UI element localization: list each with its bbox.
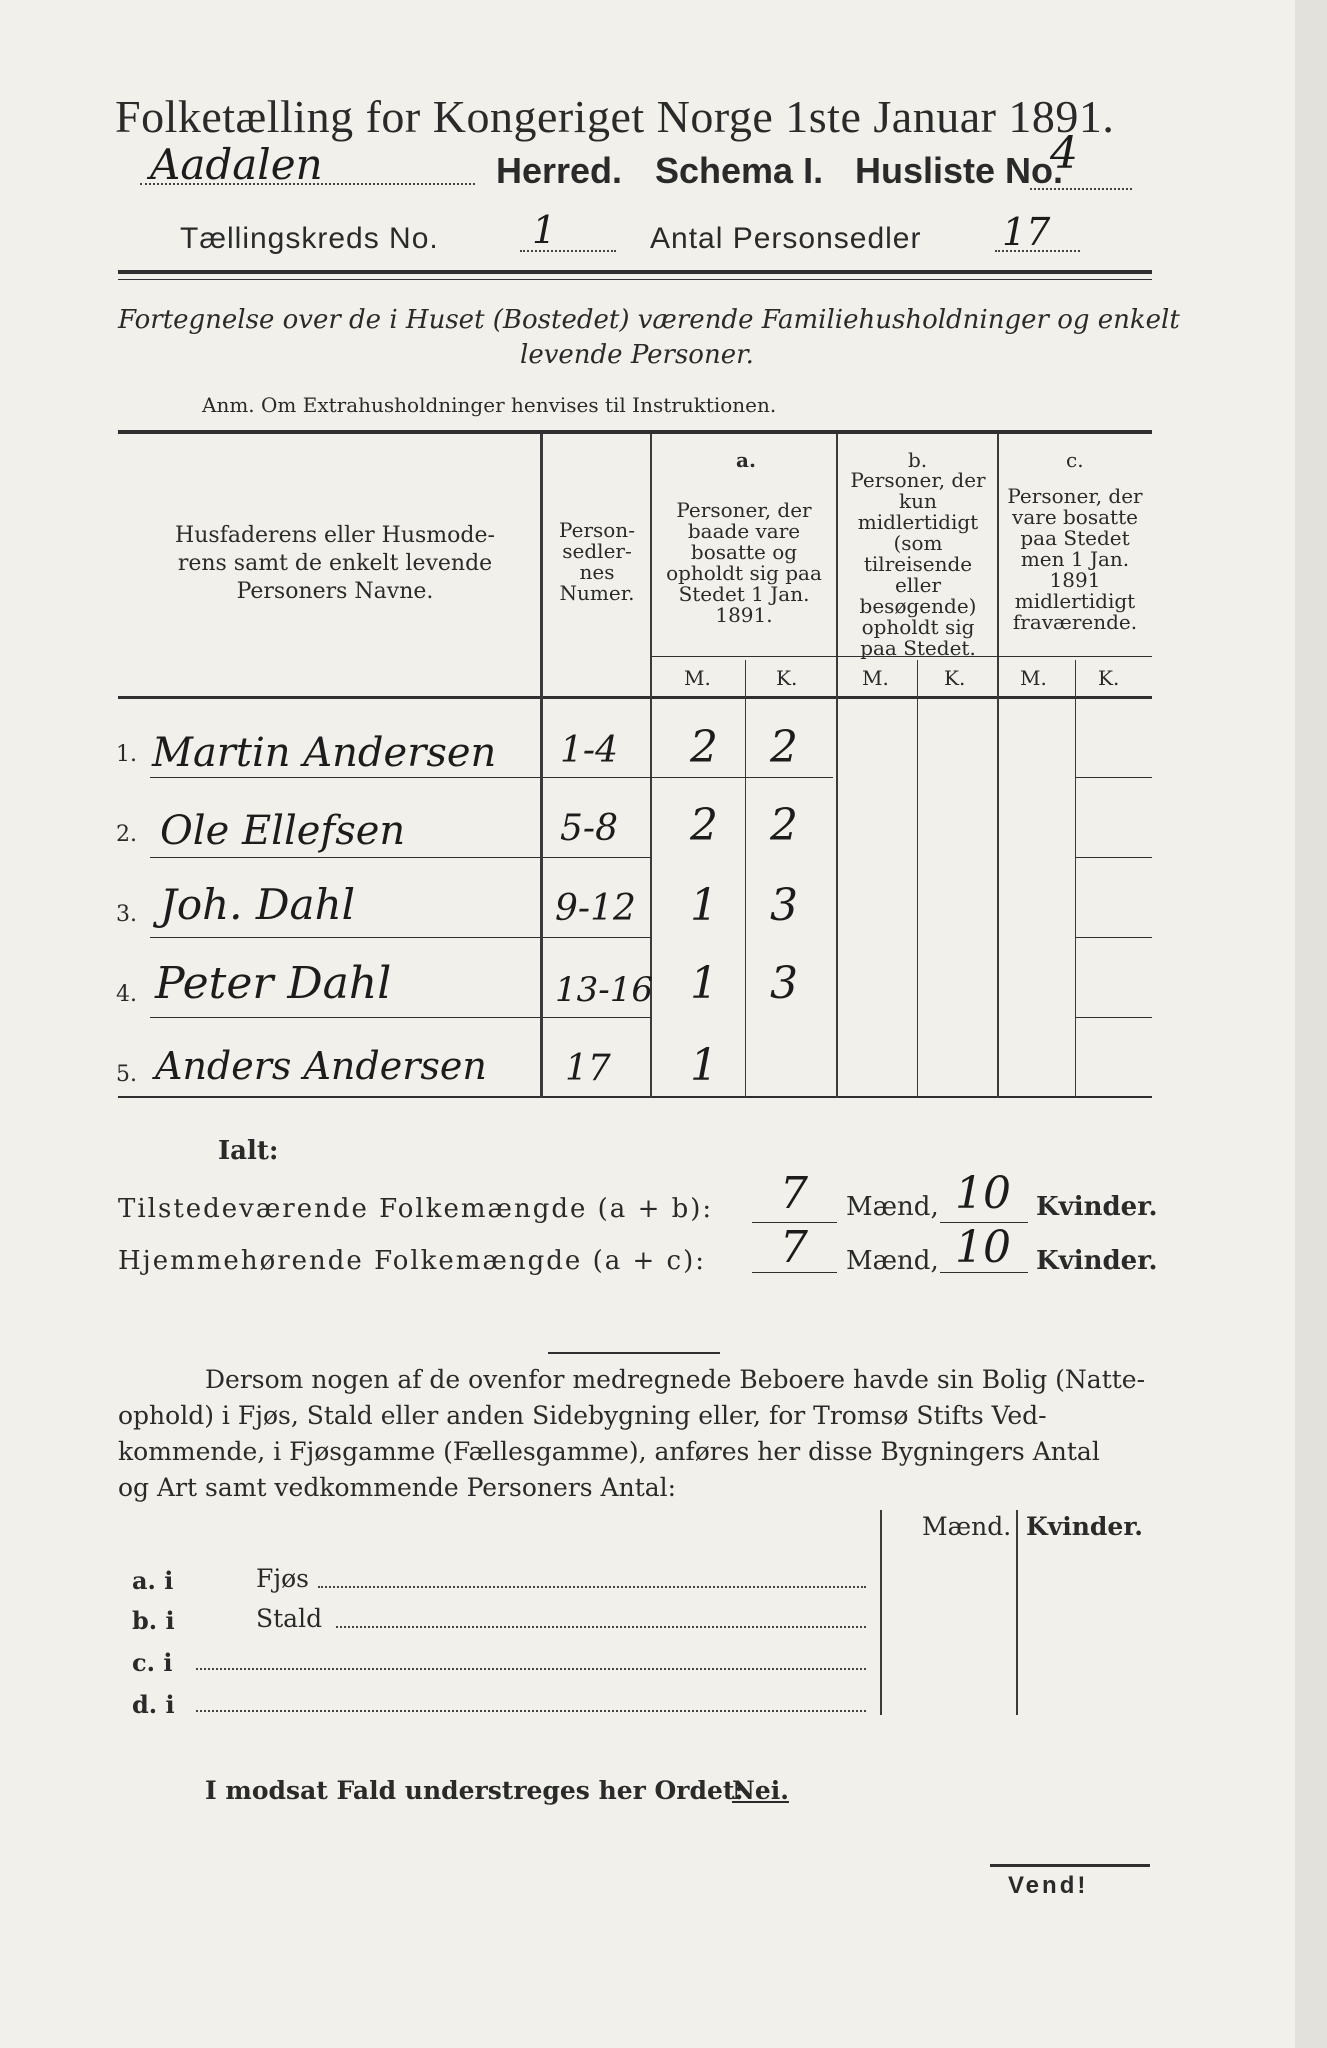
kreds-dotline — [520, 250, 616, 252]
tilstede-kvinder: Kvinder. — [1036, 1192, 1158, 1222]
tilstede-k-value: 10 — [955, 1168, 1011, 1219]
hjemme-label: Hjemmehørende Folkemængde (a + c): — [118, 1246, 706, 1276]
notice-line-2: ophold) i Fjøs, Stald eller anden Sidebygning eller, for Tromsø Stifts Ved- — [118, 1401, 1047, 1430]
row-rule-num-1 — [543, 777, 833, 778]
names-col-header: Husfaderens eller Husmode- rens samt de enkelt levende Personers Navne. — [175, 523, 495, 604]
row-b-label: b. i — [132, 1606, 175, 1635]
col-divider-c-mk — [1075, 660, 1076, 1098]
b-m-label: M. — [862, 666, 889, 690]
kreds-label: Tællingskreds No. — [180, 222, 439, 255]
notice-kvinder-header: Kvinder. — [1026, 1512, 1143, 1541]
row-rule-ck-2 — [1075, 857, 1152, 858]
row-3-a-k: 3 — [770, 880, 798, 931]
col-divider-a — [836, 434, 838, 1098]
husliste-value: 4 — [1050, 128, 1078, 179]
row-3-number: 3. — [116, 902, 137, 927]
row-2-number: 2. — [116, 822, 137, 847]
intro-line-2: levende Personer. — [520, 340, 754, 370]
nei-word: Nei. — [732, 1776, 789, 1805]
col-c-letter: c. — [1066, 448, 1084, 472]
c-m-label: M. — [1020, 666, 1047, 690]
kreds-value: 1 — [532, 208, 557, 252]
row-rule-num-4 — [543, 1017, 650, 1018]
row-a-dotline — [318, 1586, 866, 1588]
separator-rule — [548, 1352, 720, 1354]
col-a-letter: a. — [736, 448, 756, 472]
header-rule-thin — [118, 279, 1152, 280]
row-3-name: Joh. Dahl — [160, 880, 356, 929]
antal-value: 17 — [1002, 210, 1051, 254]
row-1-a-m: 2 — [690, 722, 718, 773]
row-a-label: a. i — [132, 1566, 174, 1595]
row-b-dotline — [336, 1626, 866, 1628]
row-c-dotline — [196, 1668, 866, 1670]
hjemme-kvinder: Kvinder. — [1036, 1246, 1158, 1276]
row-2-a-m: 2 — [690, 800, 718, 851]
notice-line-1: Dersom nogen af de ovenfor medregnede Beboere havde sin Bolig (Natte- — [205, 1365, 1146, 1394]
husliste-label: Husliste No. — [855, 150, 1064, 191]
row-rule-2 — [150, 857, 540, 858]
row-1-a-k: 2 — [770, 722, 798, 773]
notice-col-divider-2 — [1016, 1510, 1018, 1715]
row-rule-3 — [150, 937, 540, 938]
row-2-a-k: 2 — [770, 800, 798, 851]
row-rule-num-3 — [543, 937, 650, 938]
row-5-name: Anders Andersen — [155, 1044, 487, 1088]
herred-label: Herred. — [496, 150, 623, 191]
a-m-label: M. — [684, 666, 711, 690]
antal-label: Antal Personsedler — [650, 222, 922, 255]
row-3-a-m: 1 — [690, 880, 718, 931]
page-edge — [1295, 0, 1327, 2048]
row-4-num: 13-16 — [555, 970, 654, 1010]
row-c-label: c. i — [132, 1648, 173, 1677]
ialt-label: Ialt: — [218, 1136, 279, 1166]
row-4-a-k: 3 — [770, 958, 798, 1009]
row-4-a-m: 1 — [690, 958, 718, 1009]
tilstede-m-value: 7 — [780, 1168, 808, 1219]
c-k-label: K. — [1098, 666, 1120, 690]
row-5-num: 17 — [565, 1048, 611, 1089]
row-rule-ck-3 — [1075, 937, 1152, 938]
row-rule-1 — [150, 777, 540, 778]
hjemme-m-value: 7 — [780, 1222, 808, 1273]
row-5-number: 5. — [116, 1062, 137, 1087]
antal-dotline — [995, 250, 1080, 252]
row-1-num: 1-4 — [560, 730, 618, 771]
row-a-text: Fjøs — [256, 1564, 309, 1593]
row-d-label: d. i — [132, 1690, 175, 1719]
notice-line-4: og Art samt vedkommende Personers Antal: — [118, 1473, 677, 1502]
row-4-number: 4. — [116, 982, 137, 1007]
row-3-num: 9-12 — [555, 888, 636, 929]
b-k-label: K. — [944, 666, 966, 690]
col-a-header: Personer, der baade vare bosatte og opholdt sig paa Stedet 1 Jan. 1891. — [666, 498, 822, 627]
schema-label: Schema I. — [655, 150, 824, 191]
intro-line-1: Fortegnelse over de i Huset (Bostedet) værende Familiehusholdninger og enkelt — [118, 305, 1180, 335]
header-rule-thick — [118, 270, 1152, 274]
herred-value: Aadalen — [150, 140, 323, 189]
row-4-name: Peter Dahl — [155, 958, 392, 1009]
husliste-dotline — [1030, 188, 1132, 190]
row-rule-ck-4 — [1075, 1017, 1152, 1018]
row-1-name: Martin Andersen — [152, 730, 497, 776]
tilstede-maend: Mænd, — [846, 1192, 939, 1222]
col-divider-a-mk — [745, 660, 746, 1098]
nei-line-label: I modsat Fald understreges her Ordet: — [205, 1776, 744, 1805]
tilstede-label: Tilstedeværende Folkemængde (a + b): — [118, 1194, 714, 1224]
col-divider-name — [540, 434, 543, 1098]
notice-col-divider-1 — [880, 1510, 882, 1715]
row-rule-ck-1 — [1075, 777, 1152, 778]
row-d-dotline — [196, 1710, 866, 1712]
row-2-num: 5-8 — [560, 808, 618, 849]
row-b-text: Stald — [256, 1604, 323, 1633]
notice-line-3: kommende, i Fjøsgamme (Fællesgamme), anføres her disse Bygningers Antal — [118, 1437, 1100, 1466]
row-rule-num-2 — [543, 857, 650, 858]
hjemme-k-value: 10 — [955, 1222, 1011, 1273]
col-b-letter: b. — [908, 448, 928, 472]
col-b-header: Personer, der kun midlertidigt (som tilreisende eller besøgende) opholdt sig paa Stedet. — [850, 468, 986, 660]
col-c-header: Personer, der vare bosatte paa Stedet men 1 Jan. 1891 midlertidigt fraværende. — [1007, 484, 1143, 634]
col-divider-b-mk — [917, 660, 918, 1098]
row-5-a-m: 1 — [690, 1040, 718, 1091]
vend-rule — [990, 1864, 1150, 1867]
row-2-name: Ole Ellefsen — [160, 808, 406, 854]
row-rule-4 — [150, 1017, 540, 1018]
num-col-header: Person- sedler- nes Numer. — [559, 518, 635, 605]
col-divider-b — [997, 434, 999, 1098]
notice-maend-header: Mænd. — [922, 1512, 1012, 1541]
a-k-label: K. — [776, 666, 798, 690]
vend-label: Vend! — [1008, 1872, 1089, 1899]
hjemme-maend: Mænd, — [846, 1246, 939, 1276]
anm-note: Anm. Om Extrahusholdninger henvises til Instruktionen. — [202, 393, 777, 417]
row-1-number: 1. — [116, 742, 137, 767]
form-title: Folketælling for Kongeriget Norge 1ste Januar 1891. — [115, 91, 1115, 142]
